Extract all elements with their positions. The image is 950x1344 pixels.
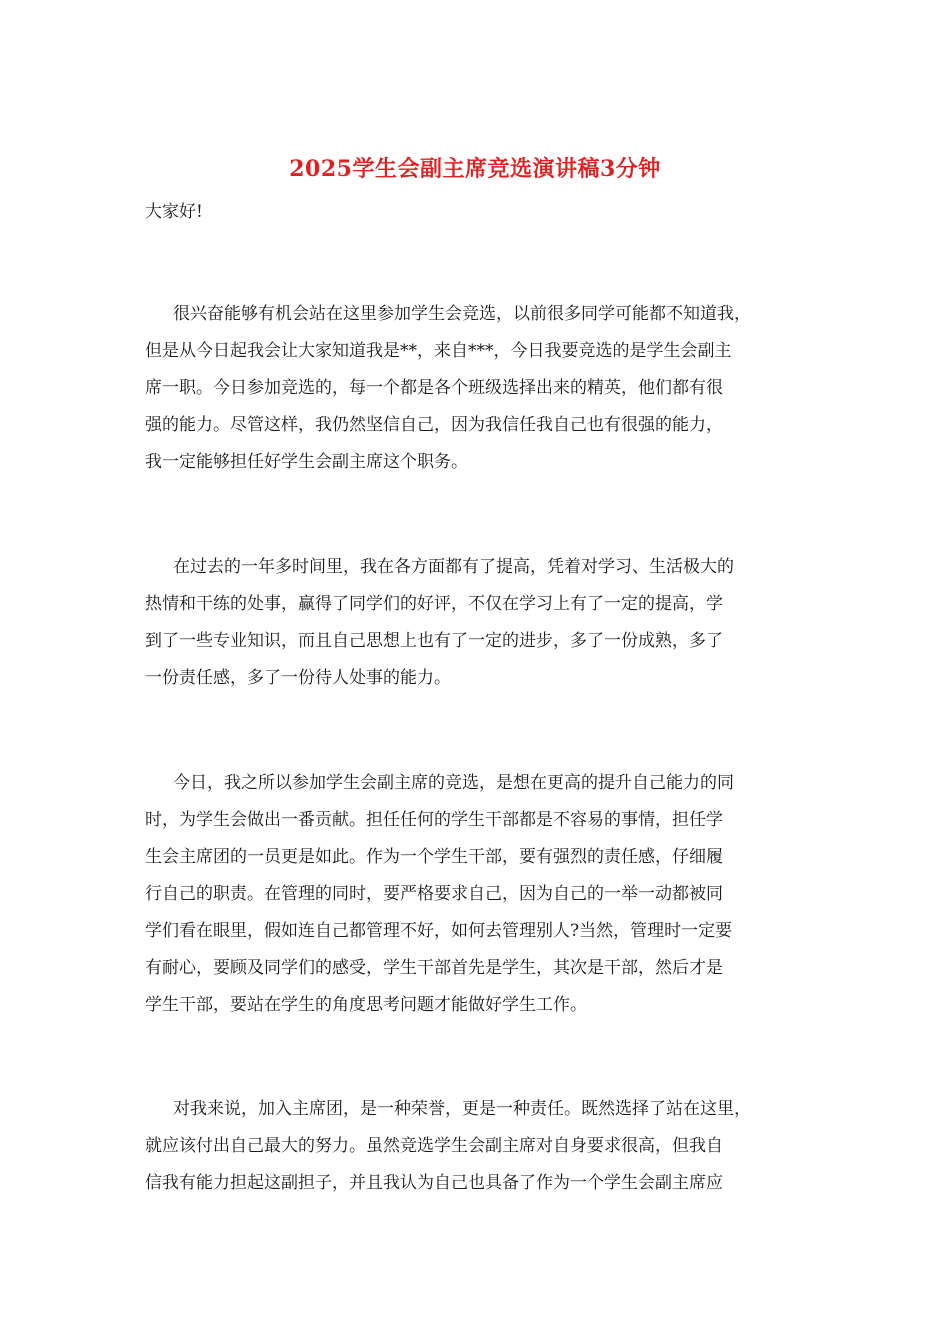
paragraph-line: 有耐心，要顾及同学们的感受，学生干部首先是学生，其次是干部，然后才是 xyxy=(145,958,723,978)
paragraph-line: 信我有能力担起这副担子，并且我认为自己也具备了作为一个学生会副主席应 xyxy=(145,1173,723,1193)
paragraph-line: 到了一些专业知识，而且自己思想上也有了一定的进步，多了一份成熟，多了 xyxy=(145,631,723,651)
paragraph-line: 行自己的职责。在管理的同时，要严格要求自己，因为自己的一举一动都被同 xyxy=(145,884,723,904)
paragraph-line: 热情和干练的处事，赢得了同学们的好评，不仅在学习上有了一定的提高，学 xyxy=(145,594,723,614)
paragraph-line: 很兴奋能够有机会站在这里参加学生会竞选，以前很多同学可能都不知道我， xyxy=(173,304,751,324)
document-title: 2025学生会副主席竞选演讲稿3分钟 xyxy=(289,156,661,182)
paragraph-line: 一份责任感，多了一份待人处事的能力。 xyxy=(145,668,451,688)
paragraph-line: 就应该付出自己最大的努力。虽然竞选学生会副主席对自身要求很高，但我自 xyxy=(145,1136,723,1156)
paragraph-line: 时，为学生会做出一番贡献。担任任何的学生干部都是不容易的事情，担任学 xyxy=(145,810,723,830)
paragraph-line: 学们看在眼里，假如连自己都管理不好，如何去管理别人?当然，管理时一定要 xyxy=(145,921,733,941)
paragraph-line: 席一职。今日参加竞选的，每一个都是各个班级选择出来的精英，他们都有很 xyxy=(145,378,723,398)
paragraph-line: 对我来说，加入主席团，是一种荣誉，更是一种责任。既然选择了站在这里， xyxy=(173,1099,751,1119)
greeting-text: 大家好! xyxy=(145,202,203,222)
paragraph-line: 今日，我之所以参加学生会副主席的竞选，是想在更高的提升自己能力的同 xyxy=(173,773,734,793)
paragraph-1 xyxy=(145,296,815,481)
paragraph-4 xyxy=(145,1091,815,1202)
paragraph-line: 我一定能够担任好学生会副主席这个职务。 xyxy=(145,452,468,472)
paragraph-line: 生会主席团的一员更是如此。作为一个学生干部，要有强烈的责任感，仔细履 xyxy=(145,847,723,867)
paragraph-line: 但是从今日起我会让大家知道我是**，来自***，今日我要竞选的是学生会副主 xyxy=(145,341,732,361)
paragraph-line: 强的能力。尽管这样，我仍然坚信自己，因为我信任我自己也有很强的能力， xyxy=(145,415,723,435)
paragraph-2 xyxy=(145,549,815,697)
paragraph-line: 在过去的一年多时间里，我在各方面都有了提高，凭着对学习、生活极大的 xyxy=(173,557,734,577)
paragraph-line: 学生干部，要站在学生的角度思考问题才能做好学生工作。 xyxy=(145,995,587,1015)
paragraph-3 xyxy=(145,765,815,1024)
